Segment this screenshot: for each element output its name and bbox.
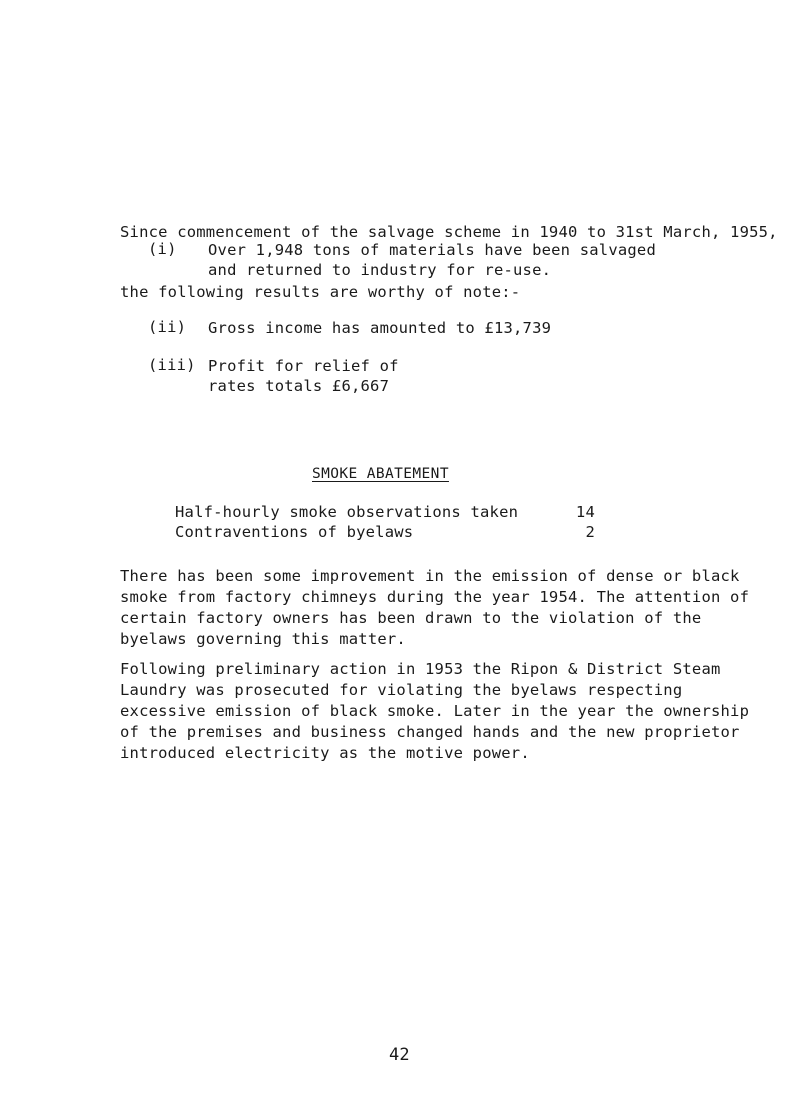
result-number: (ii): [148, 318, 187, 336]
result-text: Profit for relief of rates totals £6,667: [208, 357, 399, 395]
result-text: Gross income has amounted to £13,739: [208, 319, 552, 337]
stat-label: Contraventions of byelaws: [175, 523, 414, 541]
intro-line-2: the following results are worthy of note:-: [120, 283, 521, 301]
result-number: (iii): [148, 356, 196, 374]
stat-label: Half-hourly smoke observations taken: [175, 503, 519, 521]
result-number: (i): [148, 240, 177, 258]
stat-value: 14: [575, 503, 595, 521]
stat-value: 2: [585, 523, 595, 541]
result-text: Over 1,948 tons of materials have been salvaged and returned to industry for re-use.: [208, 241, 656, 279]
smoke-paragraph-1: There has been some improvement in the emission of dense or black smoke from factory chimneys during the year 1954. The attention of certain factory owners has been drawn to the violation of the byelaws governing this matter.: [120, 567, 750, 648]
smoke-paragraph-2: Following preliminary action in 1953 the Ripon & District Steam Laundry was prosecuted for violating the byelaws respecting excessive emission of black smoke. Later in the year the ownership of the premises and business changed hands and the new proprietor introduced electricity as the motive power.: [120, 660, 750, 762]
page-number: 42: [389, 1045, 410, 1065]
intro-line-1: Since commencement of the salvage scheme in 1940 to 31st March, 1955,: [120, 223, 778, 241]
section-heading-smoke-abatement: SMOKE ABATEMENT: [312, 466, 449, 482]
